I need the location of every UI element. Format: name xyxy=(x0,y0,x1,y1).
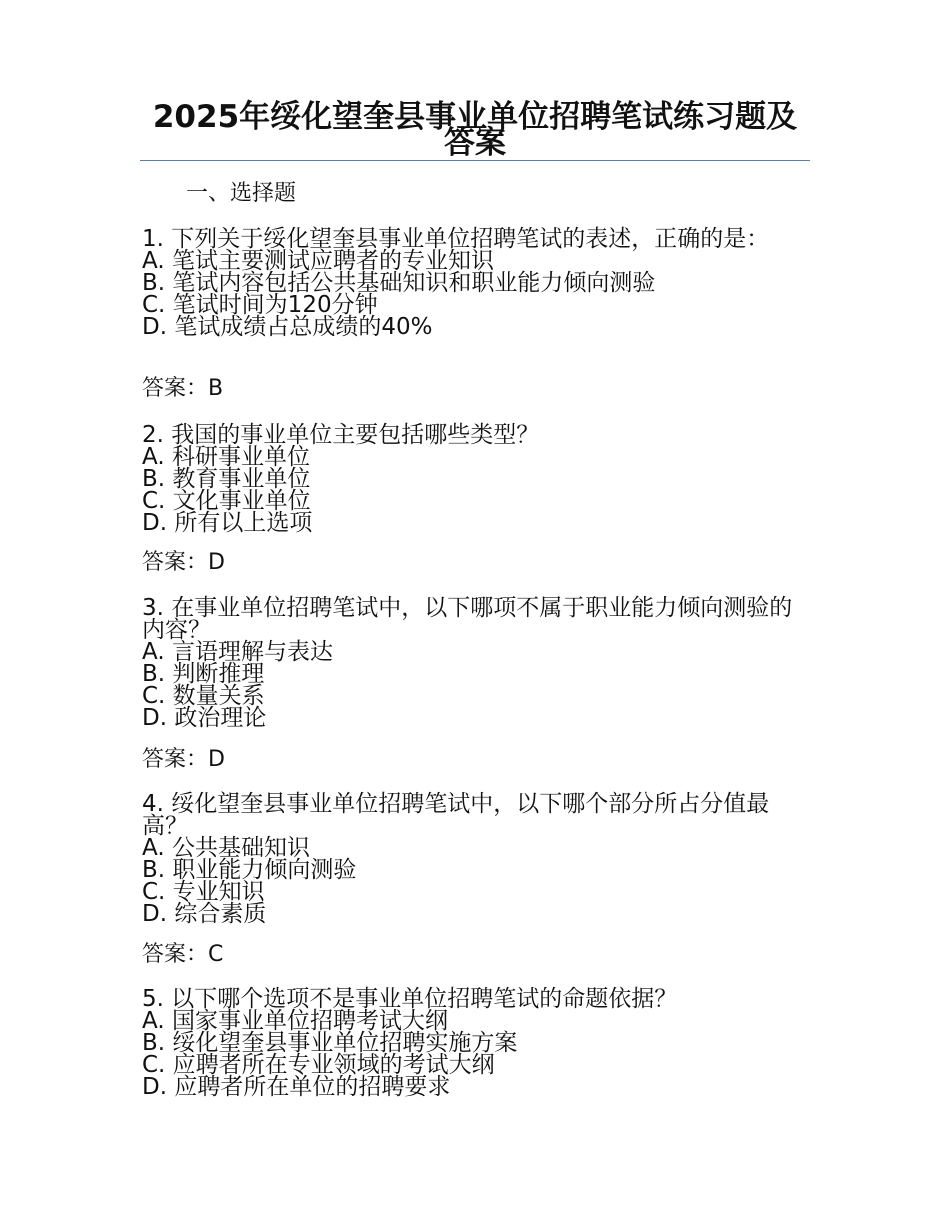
question-3 xyxy=(142,597,802,729)
option-d: D. 笔试成绩占总成绩的40% xyxy=(142,314,433,340)
option-d: D. 政治理论 xyxy=(142,705,267,731)
option-a: A. 言语理解与表达 xyxy=(142,639,333,665)
question-2 xyxy=(142,424,802,534)
question-stem: 2. 我国的事业单位主要包括哪些类型？ xyxy=(142,422,540,448)
option-c: C. 专业知识 xyxy=(142,879,265,905)
answer-1: 答案：B xyxy=(142,376,224,401)
question-stem: 3. 在事业单位招聘笔试中，以下哪项不属于职业能力倾向测验的内容？ xyxy=(142,595,793,643)
option-d: D. 综合素质 xyxy=(142,901,267,927)
option-d: D. 应聘者所在单位的招聘要求 xyxy=(142,1074,451,1100)
question-stem: 1. 下列关于绥化望奎县事业单位招聘笔试的表述，正确的是： xyxy=(142,226,770,252)
answer-2: 答案：D xyxy=(142,550,225,575)
answer-3: 答案：D xyxy=(142,747,225,772)
option-a: A. 科研事业单位 xyxy=(142,444,310,470)
answer-4: 答案：C xyxy=(142,942,224,967)
option-b: B. 职业能力倾向测验 xyxy=(142,857,357,883)
option-c: C. 文化事业单位 xyxy=(142,488,311,514)
question-5 xyxy=(142,988,802,1098)
option-d: D. 所有以上选项 xyxy=(142,510,313,536)
option-c: C. 数量关系 xyxy=(142,683,265,709)
option-c: C. 笔试时间为120分钟 xyxy=(142,292,378,318)
option-b: B. 绥化望奎县事业单位招聘实施方案 xyxy=(142,1030,518,1056)
option-c: C. 应聘者所在专业领域的考试大纲 xyxy=(142,1052,495,1078)
title-underline xyxy=(140,160,810,161)
section-heading: 一、选择题 xyxy=(186,181,297,206)
option-b: B. 教育事业单位 xyxy=(142,466,311,492)
question-stem: 5. 以下哪个选项不是事业单位招聘笔试的命题依据？ xyxy=(142,986,678,1012)
question-1 xyxy=(142,228,802,338)
option-a: A. 笔试主要测试应聘者的专业知识 xyxy=(142,248,494,274)
option-b: B. 判断推理 xyxy=(142,661,265,687)
question-4 xyxy=(142,793,802,925)
option-a: A. 国家事业单位招聘考试大纲 xyxy=(142,1008,448,1034)
option-b: B. 笔试内容包括公共基础知识和职业能力倾向测验 xyxy=(142,270,656,296)
option-a: A. 公共基础知识 xyxy=(142,835,310,861)
document-title: 2025年绥化望奎县事业单位招聘笔试练习题及答案 xyxy=(152,99,798,161)
question-stem: 4. 绥化望奎县事业单位招聘笔试中，以下哪个部分所占分值最高？ xyxy=(142,791,770,839)
